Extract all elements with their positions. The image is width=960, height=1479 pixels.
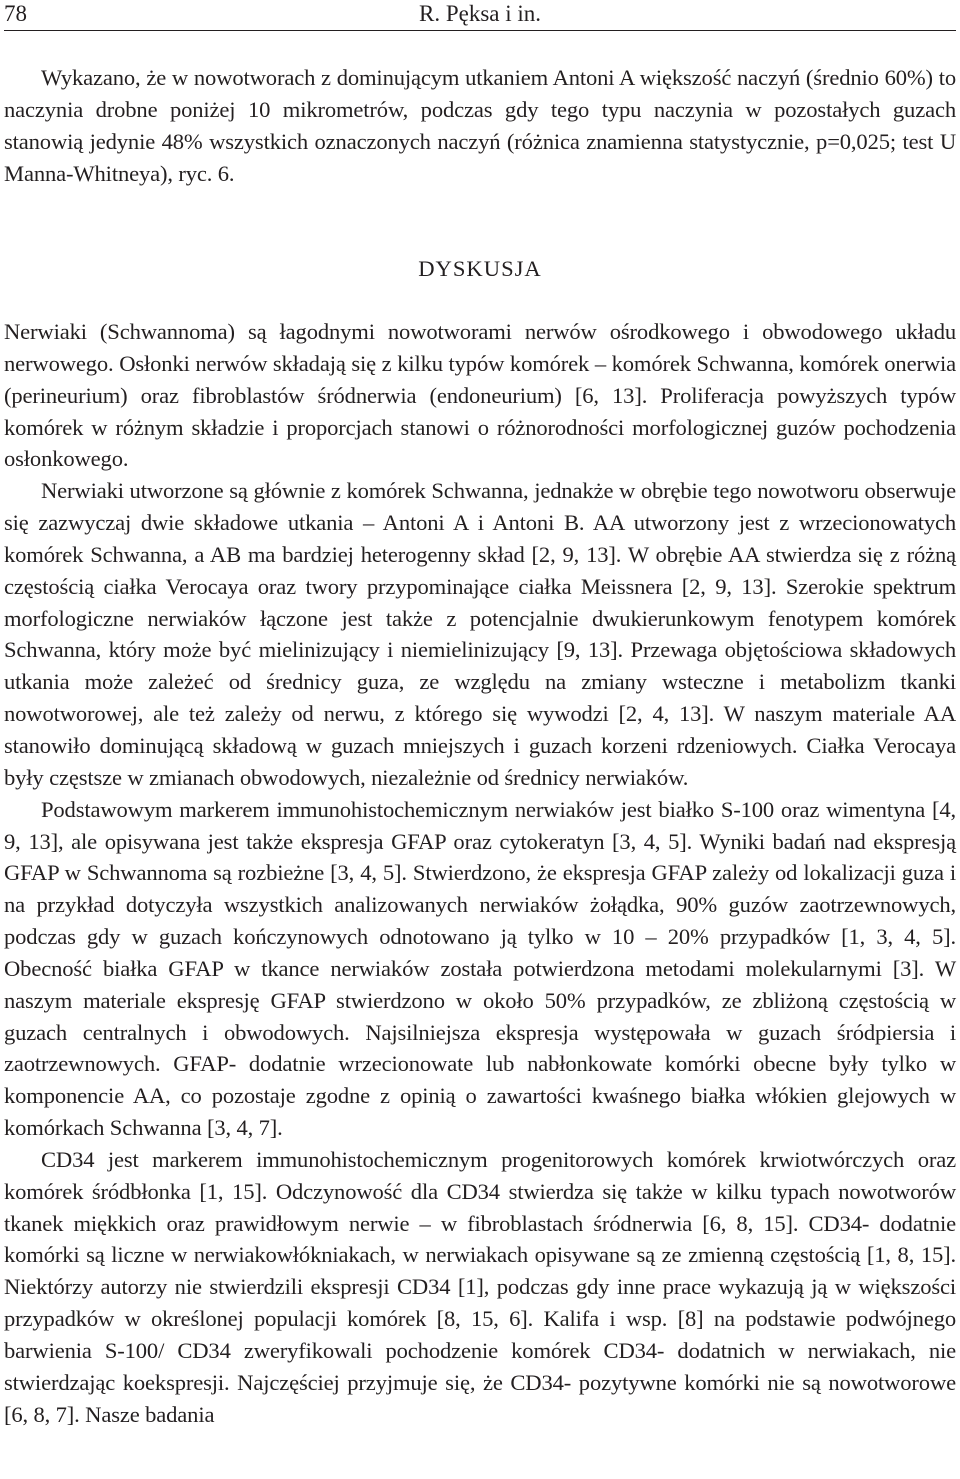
running-header (4, 0, 956, 31)
paragraph-results: Wykazano, że w nowotworach z dominującym utkaniem Antoni A większość naczyń (średnio 60%) to naczynia drobne poniżej 10 mikrometrów, podczas gdy tego typu naczynia w pozostałych guzach stanowią jedynie 48% wszystkich oznaczonych naczyń (różnica znamienna statystycznie, p=0,025; test U Manna-Whitneya), ryc. 6. (4, 65, 956, 186)
paragraph-discussion-2: Nerwiaki utworzone są głównie z komórek Schwanna, jednakże w obrębie tego nowotworu obserwuje się zazwyczaj dwie składowe utkania – Antoni A i Antoni B. AA utworzony jest z wrzecionowatych komórek Schwanna, a AB ma bardziej heterogenny skład [2, 9, 13]. W obrębie AA stwierdza się z różną częstością ciałka Verocaya oraz twory przypominające ciałka Meissnera [2, 9, 13]. Szerokie spektrum morfologiczne nerwiaków łączone jest także z potencjalnie dwukierunkowym fenotypem komórek Schwanna, który może być mielinizujący i niemielinizujący [9, 13]. Przewaga objętościowa składowych utkania może zależeć od średnicy guza, ze względu na zmiany wsteczne i metabolizm tkanki nowotworowej, ale też zależy od nerwu, z którego się wywodzi [2, 4, 13]. W naszym materiale AA stanowiło dominującą składową w guzach mniejszych i guzach korzeni rdzeniowych. Ciałka Verocaya były częstsze w zmianach obwodowych, niezależnie od średnicy nerwiaków. (4, 478, 956, 790)
paragraph-discussion-4: CD34 jest markerem immunohistochemicznym progenitorowych komórek krwiotwórczych oraz komórek śródbłonka [1, 15]. Odczynowość dla CD34 stwierdza się także w kilku typach nowotworów tkanek miękkich oraz prawidłowym nerwie – w fibroblastach śródnerwia [6, 8, 15]. CD34- dodatnie komórki są liczne w nerwiakowłókniakach, w nerwiakach opisywane są ze zmienną częstością [1, 8, 15]. Niektórzy autorzy nie stwierdzili ekspresji CD34 [1], podczas gdy inne prace wykazują ją w większości przypadków w określonej populacji komórek [8, 15, 6]. Kalifa i wsp. [8] na podstawie podwójnego barwienia S-100/ CD34 zweryfikowali pochodzenie komórek CD34- dodatnich w nerwiakach, nie stwierdzając koekspresji. Najczęściej przyjmuje się, że CD34- pozytywne komórki nie są nowotworowe [6, 8, 7]. Nasze badania (4, 1146, 956, 1427)
paragraph-discussion-1: Nerwiaki (Schwannoma) są łagodnymi nowotworami nerwów ośrodkowego i obwodowego układu nerwowego. Osłonki nerwów składają się z kilku typów komórek – komórek Schwanna, komórek onerwia (perineurium) oraz fibroblastów śródnerwia (endoneurium) [6, 13]. Proliferacja powyższych typów komórek w różnym składzie i proporcjach stanowi o różnorodności morfologicznej guzów pochodzenia osłonkowego. (4, 319, 956, 472)
running-head-authors: R. Pęksa i in. (418, 1, 542, 26)
section-heading-dyskusja: DYSKUSJA (418, 256, 542, 281)
page-number: 78 (4, 1, 27, 26)
discussion-section (4, 316, 956, 1431)
paragraph-discussion-3: Podstawowym markerem immunohistochemicznym nerwiaków jest białko S-100 oraz wimentyna [4, 9, 13], ale opisywana jest także ekspresja GFAP oraz cytokeratyn [3, 4, 5]. Wyniki badań nad ekspresją GFAP w Schwannoma są rozbieżne [3, 4, 5]. Stwierdzono, że ekspresja GFAP zależy od lokalizacji guza i na przykład dotyczyła wszystkich analizowanych nerwiaków żołądka, 90% guzów zaotrzewnowych, podczas gdy w guzach kończynowych odnotowano ją tylko w 10 – 20% przypadków [1, 3, 4, 5]. Obecność białka GFAP w tkance nerwiaków została potwierdzona metodami molekularnymi [3]. W naszym materiale ekspresję GFAP stwierdzono w około 50% przypadków, ze zbliżoną częstością w guzach centralnych i obwodowych. Najsilniejsza ekspresja występowała w guzach śródpiersia i zaotrzewnowych. GFAP- dodatnie wrzecionowate lub nabłonkowate komórki obecne były tylko w komponencie AA, co pozostaje zgodne z opinią o zawartości kwaśnego białka włókien glejowych w komórkach Schwanna [3, 4, 7]. (4, 796, 956, 1141)
results-continuation (4, 62, 956, 189)
